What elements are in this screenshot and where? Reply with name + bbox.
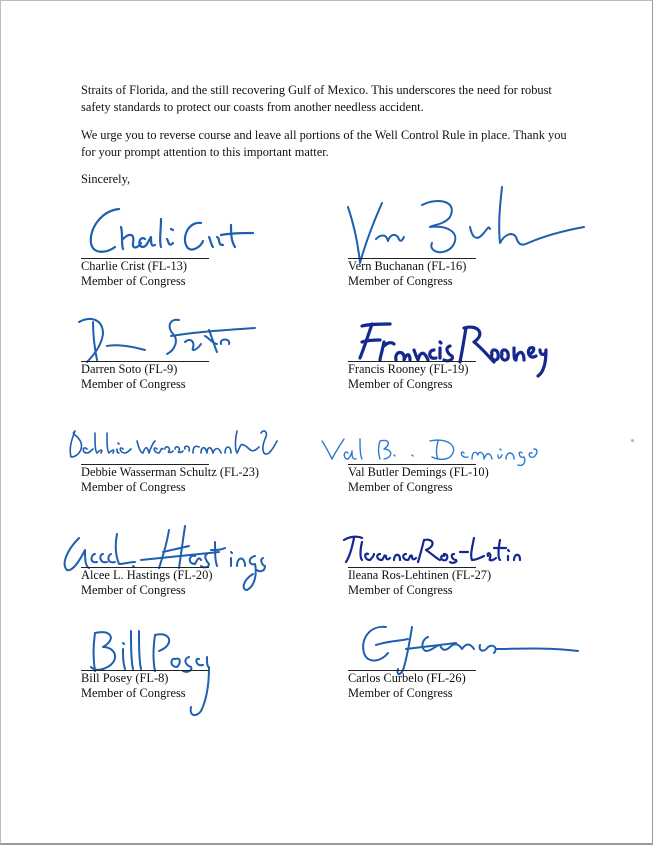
signature-block-crist (81, 203, 321, 293)
letter-paragraph-1: Straits of Florida, and the still recovering Gulf of Mexico. This underscores the need for robust safety standards to protect our coasts from another needless accident. (81, 83, 552, 114)
signature-block-rooney (348, 306, 588, 396)
signatory-name: Bill Posey (FL-8) (81, 671, 169, 685)
letter-closing: Sincerely, (81, 172, 131, 186)
signatory-title: Member of Congress (81, 377, 186, 391)
signatory-name: Vern Buchanan (FL-16) (348, 259, 467, 273)
signatory-name: Val Butler Demings (FL-10) (348, 465, 489, 479)
scan-speck (631, 439, 634, 442)
signatory-name: Carlos Curbelo (FL-26) (348, 671, 466, 685)
signature-block-hastings (81, 512, 321, 602)
signatory-title: Member of Congress (348, 583, 453, 597)
signatory-title: Member of Congress (81, 686, 186, 700)
signatory-name: Charlie Crist (FL-13) (81, 259, 187, 273)
signatory-name: Alcee L. Hastings (FL-20) (81, 568, 213, 582)
letter-paragraph-2: We urge you to reverse course and leave all portions of the Well Control Rule in place. Thank you for your prompt attention to this important matter. (81, 128, 567, 159)
signatory-title: Member of Congress (348, 377, 453, 391)
signature-block-soto (81, 306, 321, 396)
signatory-name: Darren Soto (FL-9) (81, 362, 178, 376)
signature-block-ros-lehtinen (348, 512, 588, 602)
signatory-title: Member of Congress (348, 480, 453, 494)
signature-crist-handwriting (81, 203, 261, 265)
signatory-title: Member of Congress (81, 583, 186, 597)
signature-block-posey (81, 615, 321, 705)
signatory-name: Francis Rooney (FL-19) (348, 362, 469, 376)
signature-soto-handwriting (75, 306, 265, 368)
signatory-name: Ileana Ros-Lehtinen (FL-27) (348, 568, 492, 582)
signatory-title: Member of Congress (81, 480, 186, 494)
signatory-title: Member of Congress (81, 274, 186, 288)
signature-block-buchanan (348, 203, 588, 293)
signature-ros-lehtinen-handwriting (340, 530, 520, 570)
signature-wasserman-schultz-handwriting (65, 423, 285, 467)
signatory-title: Member of Congress (348, 686, 453, 700)
signatory-name: Debbie Wasserman Schultz (FL-23) (81, 465, 260, 479)
signature-block-curbelo (348, 615, 588, 705)
signature-block-wasserman-schultz (81, 409, 321, 499)
signature-block-demings (348, 409, 588, 499)
signatory-title: Member of Congress (348, 274, 453, 288)
